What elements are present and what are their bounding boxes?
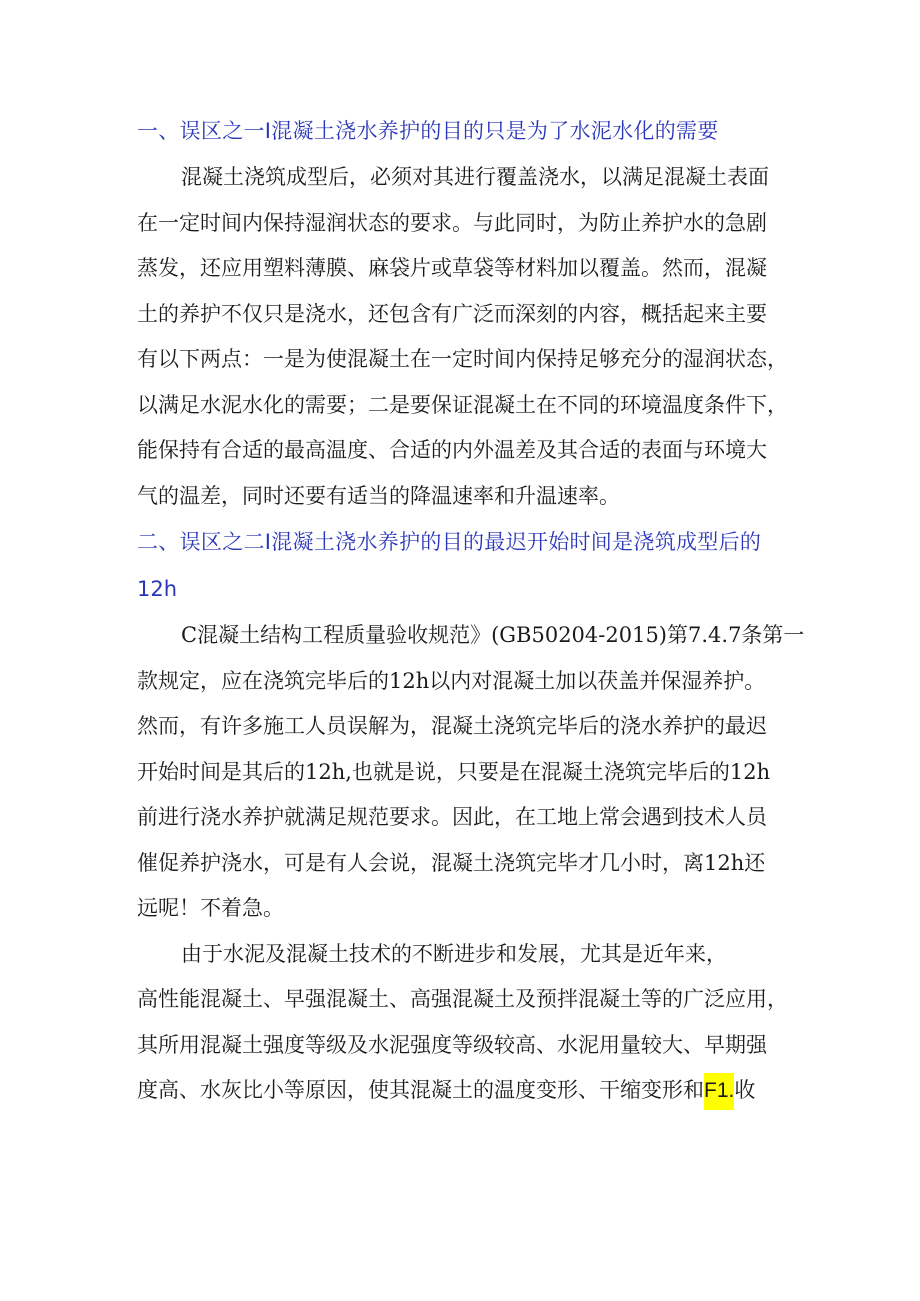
paragraph-line: 其所用混凝土强度等级及水泥强度等级较高、水泥用量较大、早期强 xyxy=(137,1032,767,1057)
paragraph-line: 蒸发，还应用塑料薄膜、麻袋片或草袋等材料加以覆盖。然而，混凝 xyxy=(137,256,767,280)
paragraph-line: 由于水泥及混凝土技术的不断进步和发展，尤其是近年来， xyxy=(181,941,727,966)
section-1-heading: 一、误区之一I混凝土浇水养护的目的只是为了水泥水化的需要 xyxy=(137,119,719,143)
paragraph-line: 远呢！不着急。 xyxy=(137,896,284,920)
paragraph-line: 催促养护浇水，可是有人会说，混凝土浇筑完毕才几小时，离12h还 xyxy=(137,850,766,875)
section-2-heading: 二、误区之二I混凝土浇水养护的目的最迟开始时间是浇筑成型后的 xyxy=(137,530,762,554)
paragraph-line: 土的养护不仅只是浇水，还包含有广泛而深刻的内容，概括起来主要 xyxy=(137,301,767,326)
paragraph-line: 气的温差，同时还要有适当的降温速率和升温速率。 xyxy=(137,483,620,508)
paragraph-line: 开始时间是其后的12h,也就是说，只要是在混凝土浇筑完毕后的12h xyxy=(137,759,771,784)
document-content xyxy=(137,108,805,1114)
paragraph-line: 款规定，应在浇筑完毕后的12h以内对混凝土加以茯盖并保湿养护。 xyxy=(137,668,766,693)
paragraph-line: 在一定时间内保持湿润状态的要求。与此同时，为防止养护水的急剧 xyxy=(137,210,767,235)
paragraph-line: 高性能混凝土、早强混凝土、高强混凝土及预拌混凝土等的广泛应用， xyxy=(137,987,788,1011)
paragraph-line xyxy=(137,1068,787,1114)
section-2-paragraph-2 xyxy=(137,932,787,1114)
paragraph-line: C混凝土结构工程质量验收规范》(GB50204-2015)第7.4.7条第一 xyxy=(181,623,805,647)
paragraph-line-tail: 收 xyxy=(734,1078,756,1102)
paragraph-line: 以满足水泥水化的需要；二是要保证混凝土在不同的环境温度条件下， xyxy=(137,392,788,417)
section-1-paragraph xyxy=(137,155,787,519)
section-2-paragraph-1 xyxy=(137,613,805,932)
section-2-heading-continuation: 12h xyxy=(137,577,178,601)
highlighted-text: F1. xyxy=(704,1073,734,1110)
paragraph-line: 然而，有许多施工人员误解为，混凝土浇筑完毕后的浇水养护的最迟 xyxy=(137,714,767,738)
paragraph-line-text: 度高、水灰比小等原因，使其混凝土的温度变形、干缩变形和 xyxy=(137,1078,704,1102)
paragraph-line: 有以下两点：一是为使混凝土在一定时间内保持足够充分的湿润状态， xyxy=(137,347,788,371)
paragraph-line: 能保持有合适的最高温度、合适的内外温差及其合适的表面与环境大 xyxy=(137,438,767,462)
paragraph-line: 前进行浇水养护就满足规范要求。因此，在工地上常会遇到技术人员 xyxy=(137,805,767,829)
paragraph-line: 混凝土浇筑成型后，必须对其进行覆盖浇水，以满足混凝土表面 xyxy=(181,165,769,189)
